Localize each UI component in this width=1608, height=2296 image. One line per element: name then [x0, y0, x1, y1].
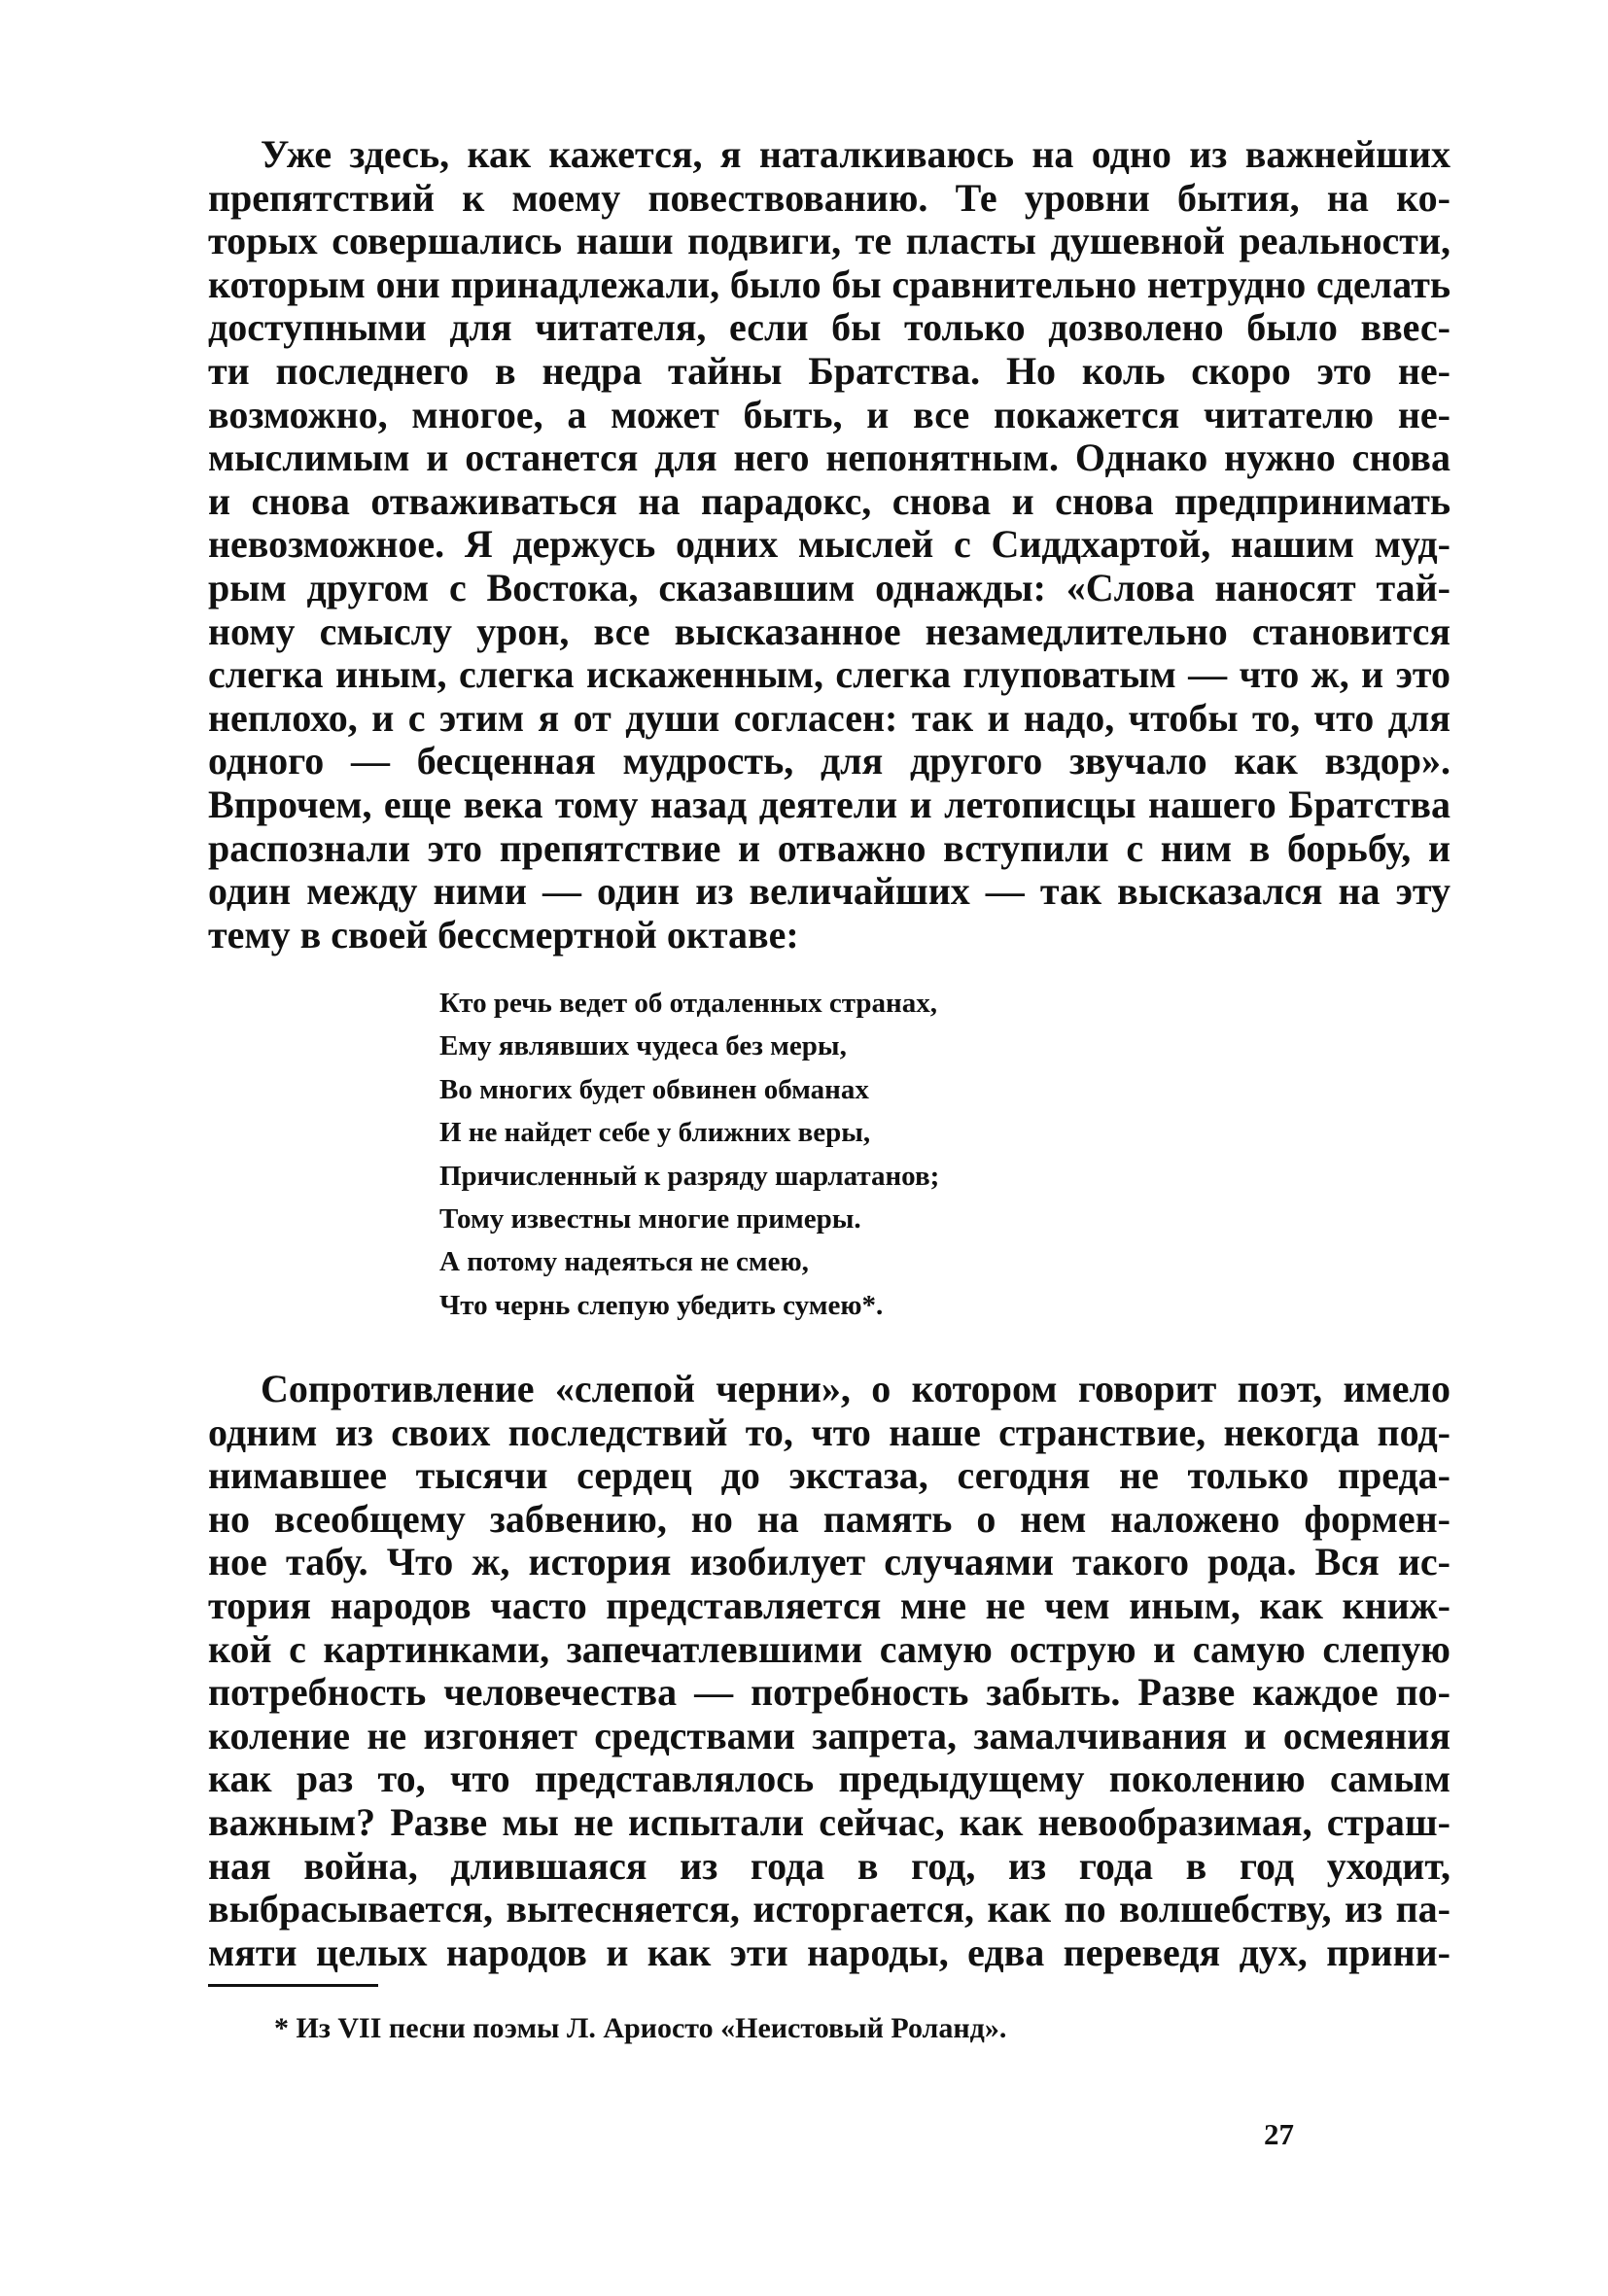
text-line: Сопротивление «слепой черни», о котором говорит поэт, имело	[261, 1367, 1451, 1410]
text-line: слегка иным, слегка искаженным, слегка глуповатым — что ж, и это	[208, 652, 1451, 697]
verse-line: Кто речь ведет об отдаленных странах,	[439, 988, 937, 1019]
text-line: кой с картинками, запечатлевшими самую острую и самую слепую	[208, 1626, 1451, 1671]
text-line: потребность человечества — потребность забыть. Разве каждое по-	[208, 1670, 1451, 1715]
text-line: один между ними — один из величайших — так высказался на эту	[208, 869, 1451, 914]
text-line: ное табу. Что ж, история изобилует случаями такого рода. Вся ис-	[208, 1540, 1451, 1584]
text-line: как раз то, что представлялось предыдущему поколению самым	[208, 1757, 1451, 1801]
text-line: Впрочем, еще века тому назад деятели и летописцы нашего Братства	[208, 782, 1451, 826]
text-line: выбрасывается, вытесняется, исторгается, как по волшебству, из па-	[208, 1887, 1451, 1931]
text-line: коление не изгоняет средствами запрета, замалчивания и осмеяния	[208, 1713, 1451, 1757]
text-line: но всеобщему забвению, но на память о нем наложено формен-	[208, 1496, 1451, 1541]
text-line: мяти целых народов и как эти народы, едва переведя дух, прини-	[208, 1930, 1451, 1974]
text-line: ному смыслу урон, все высказанное незамедлительно становится	[208, 609, 1451, 653]
footnote-divider	[208, 1984, 378, 1987]
text-line: мыслимым и останется для него непонятным. Однако нужно снова	[208, 435, 1451, 480]
text-line: торых совершались наши подвиги, те пласты душевной реальности,	[208, 219, 1451, 263]
text-line: одним из своих последствий то, что наше странствие, некогда под-	[208, 1409, 1451, 1454]
text-line: рым другом с Востока, сказавшим однажды: «Слова наносят тай-	[208, 565, 1451, 609]
verse-stanza	[439, 982, 1217, 1327]
footnote: * Из VII песни поэмы Л. Ариосто «Неистовый Роланд».	[274, 2012, 1007, 2044]
text-line: неплохо, и с этим я от души согласен: так и надо, чтобы то, что для	[208, 695, 1451, 740]
text-line: ная война, длившаяся из года в год, из года в год уходит,	[208, 1843, 1451, 1888]
verse-line: Ему являвших чудеса без меры,	[439, 1030, 847, 1062]
verse-line: А потому надеяться не смею,	[439, 1246, 809, 1278]
text-line: доступными для читателя, если бы только дозволено было ввес-	[208, 305, 1451, 350]
text-line: важным? Разве мы не испытали сейчас, как невообразимая, страш-	[208, 1799, 1451, 1844]
text-line: распознали это препятствие и отважно вступили с ним в борьбу, и	[208, 825, 1451, 870]
text-line: препятствий к моему повествованию. Те уровни бытия, на ко-	[208, 175, 1451, 220]
verse-line: Причисленный к разряду шарлатанов;	[439, 1160, 940, 1192]
text-line: тему в своей бессмертной октаве:	[208, 912, 799, 957]
text-line: одного — бесценная мудрость, для другого звучало как вздор».	[208, 739, 1451, 783]
paragraph-1	[208, 133, 1451, 957]
page-number: 27	[1264, 2117, 1294, 2151]
text-line: тория народов часто представляется мне не чем иным, как книж-	[208, 1583, 1451, 1627]
verse-line: Во многих будет обвинен обманах	[439, 1073, 869, 1105]
text-line: которым они принадлежали, было бы сравнительно нетрудно сделать	[208, 261, 1451, 306]
verse-line: Тому известны многие примеры.	[439, 1202, 861, 1235]
text-line: ти последнего в недра тайны Братства. Но коль скоро это не-	[208, 348, 1451, 393]
paragraph-2	[208, 1368, 1451, 1974]
verse-line: Что чернь слепую убедить сумею*.	[439, 1289, 884, 1321]
verse-line: И не найдет себе у ближних веры,	[439, 1117, 871, 1149]
text-line: невозможное. Я держусь одних мыслей с Сиддхартой, нашим муд-	[208, 522, 1451, 567]
text-line: Уже здесь, как кажется, я наталкиваюсь на одно из важнейших	[261, 132, 1451, 176]
text-line: и снова отваживаться на парадокс, снова и снова предпринимать	[208, 478, 1451, 523]
text-line: нимавшее тысячи сердец до экстаза, сегодня не только преда-	[208, 1453, 1451, 1498]
text-line: возможно, многое, а может быть, и все покажется читателю не-	[208, 392, 1451, 436]
